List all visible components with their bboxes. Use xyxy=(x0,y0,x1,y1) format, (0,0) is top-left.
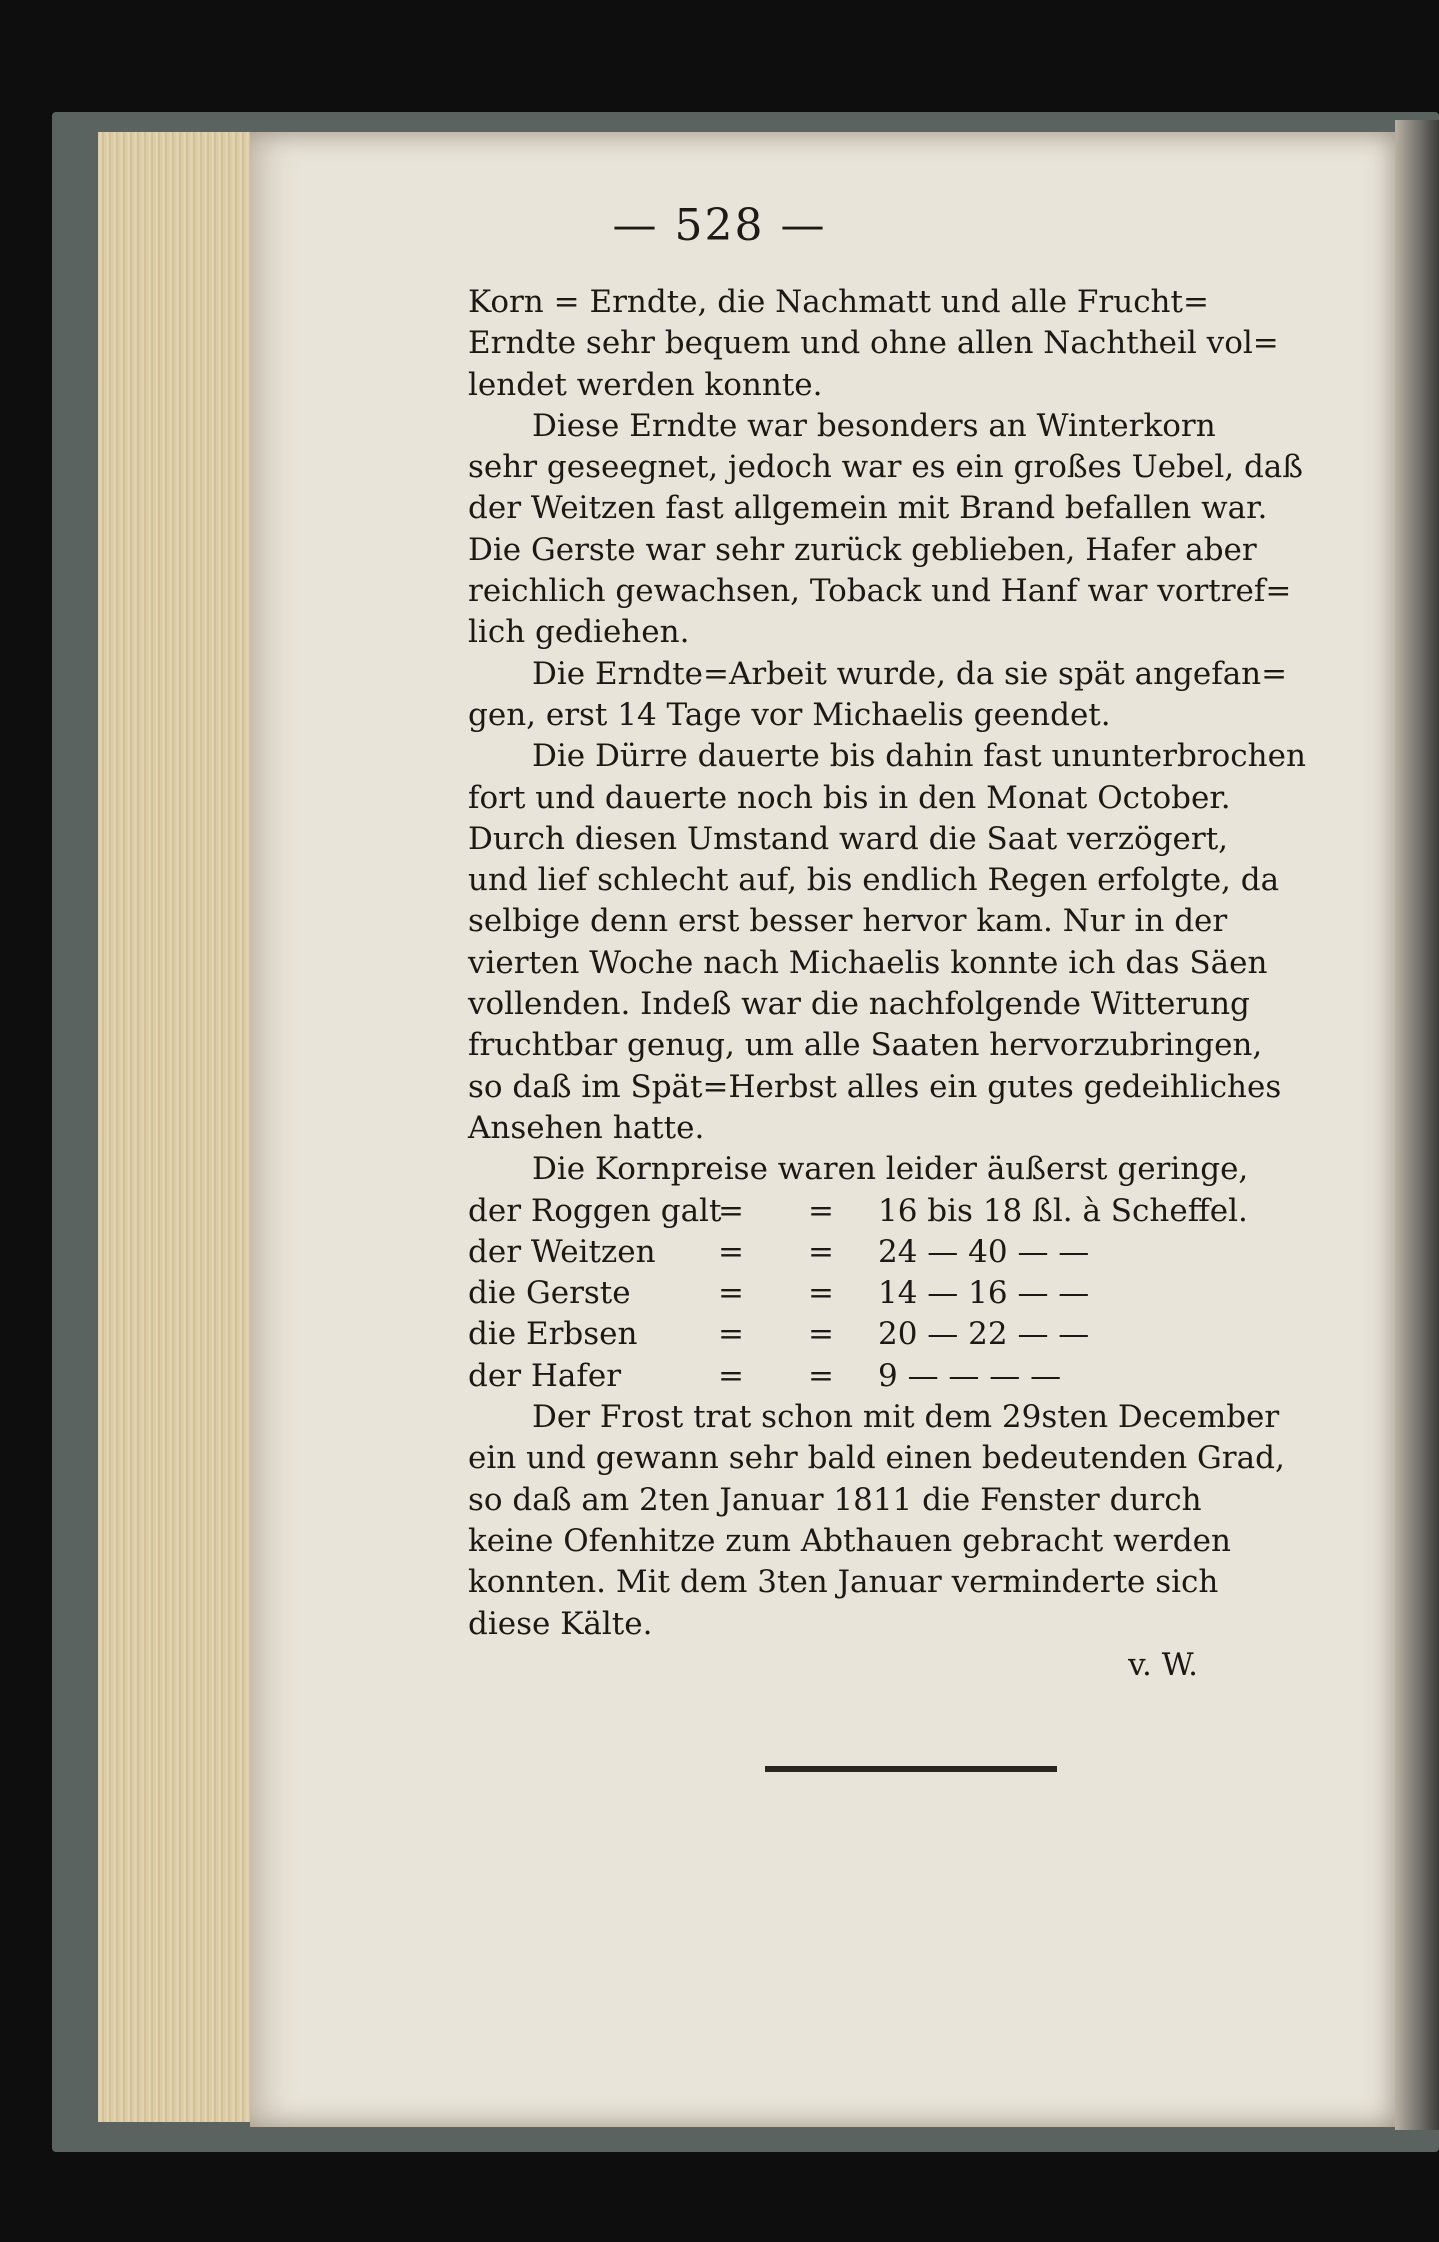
price-row xyxy=(468,1356,1348,1397)
text-line: Ansehen hatte. xyxy=(468,1109,705,1146)
text-line: fruchtbar genug, um alle Saaten hervorzubringen, xyxy=(468,1027,1263,1064)
text-line: und lief schlecht auf, bis endlich Regen erfolgte, da xyxy=(468,862,1280,899)
ditto-mark: = xyxy=(808,1275,834,1312)
price-value: 14 — 16 — — xyxy=(878,1275,1090,1312)
text-line: fort und dauerte noch bis in den Monat October. xyxy=(468,779,1231,816)
price-table xyxy=(468,1191,1348,1397)
text-line: Die Dürre dauerte bis dahin fast ununterbrochen xyxy=(532,738,1306,775)
ditto-mark: = xyxy=(718,1316,744,1353)
text-line: konnten. Mit dem 3ten Januar verminderte sich xyxy=(468,1564,1219,1601)
price-row xyxy=(468,1314,1348,1355)
text-line: Die Erndte=Arbeit wurde, da sie spät angefan= xyxy=(532,655,1288,692)
text-line: reichlich gewachsen, Toback und Hanf war vortref= xyxy=(468,573,1292,610)
text-line: Die Gerste war sehr zurück geblieben, Hafer aber xyxy=(468,531,1257,568)
ditto-mark: = xyxy=(808,1357,834,1394)
page-number: — 528 — xyxy=(612,200,827,251)
text-line: so daß im Spät=Herbst alles ein gutes gedeihliches xyxy=(468,1068,1282,1105)
ditto-mark: = xyxy=(718,1233,744,1270)
grain-name: die Erbsen xyxy=(468,1316,638,1353)
price-value: 20 — 22 — — xyxy=(878,1316,1090,1353)
text-line: vierten Woche nach Michaelis konnte ich das Säen xyxy=(468,944,1268,981)
ditto-mark: = xyxy=(808,1316,834,1353)
text-line: Diese Erndte war besonders an Winterkorn xyxy=(532,407,1216,444)
text-line: lich gediehen. xyxy=(468,614,690,651)
ditto-mark: = xyxy=(718,1275,744,1312)
text-line: der Weitzen fast allgemein mit Brand befallen war. xyxy=(468,490,1268,527)
section-divider xyxy=(765,1766,1057,1772)
text-line: lendet werden konnte. xyxy=(468,366,823,403)
text-line: gen, erst 14 Tage vor Michaelis geendet. xyxy=(468,696,1111,733)
grain-name: der Weitzen xyxy=(468,1233,656,1270)
text-line: Korn = Erndte, die Nachmatt und alle Frucht= xyxy=(468,284,1209,320)
text-line: ein und gewann sehr bald einen bedeutenden Grad, xyxy=(468,1440,1285,1477)
page-edges xyxy=(98,132,258,2122)
text-line: sehr geseegnet, jedoch war es ein großes Uebel, daß xyxy=(468,449,1303,486)
price-value: 16 bis 18 ßl. à Scheffel. xyxy=(878,1192,1248,1229)
text-line: Der Frost trat schon mit dem 29sten December xyxy=(532,1399,1280,1436)
ditto-mark: = xyxy=(718,1357,744,1394)
author-signature: v. W. xyxy=(1128,1646,1198,1683)
grain-name: der Roggen galt xyxy=(468,1192,722,1229)
ditto-mark: = xyxy=(808,1233,834,1270)
price-value: 9 — — — — xyxy=(878,1357,1062,1394)
text-line: selbige denn erst besser hervor kam. Nur in der xyxy=(468,903,1228,940)
text-line: Erndte sehr bequem und ohne allen Nachtheil vol= xyxy=(468,325,1279,362)
ditto-mark: = xyxy=(808,1192,834,1229)
ditto-mark: = xyxy=(718,1192,744,1229)
text-line: Durch diesen Umstand ward die Saat verzögert, xyxy=(468,820,1229,857)
price-row xyxy=(468,1273,1348,1314)
page-text xyxy=(468,282,1348,1686)
grain-name: die Gerste xyxy=(468,1275,631,1312)
right-binding xyxy=(1395,120,1439,2130)
text-line: Die Kornpreise waren leider äußerst geringe, xyxy=(532,1151,1249,1188)
text-line: vollenden. Indeß war die nachfolgende Witterung xyxy=(468,986,1250,1023)
price-value: 24 — 40 — — xyxy=(878,1233,1090,1270)
price-row xyxy=(468,1191,1348,1232)
price-row xyxy=(468,1232,1348,1273)
grain-name: der Hafer xyxy=(468,1357,622,1394)
text-line: so daß am 2ten Januar 1811 die Fenster durch xyxy=(468,1481,1202,1518)
text-line: diese Kälte. xyxy=(468,1605,653,1642)
text-line: keine Ofenhitze zum Abthauen gebracht werden xyxy=(468,1522,1231,1559)
